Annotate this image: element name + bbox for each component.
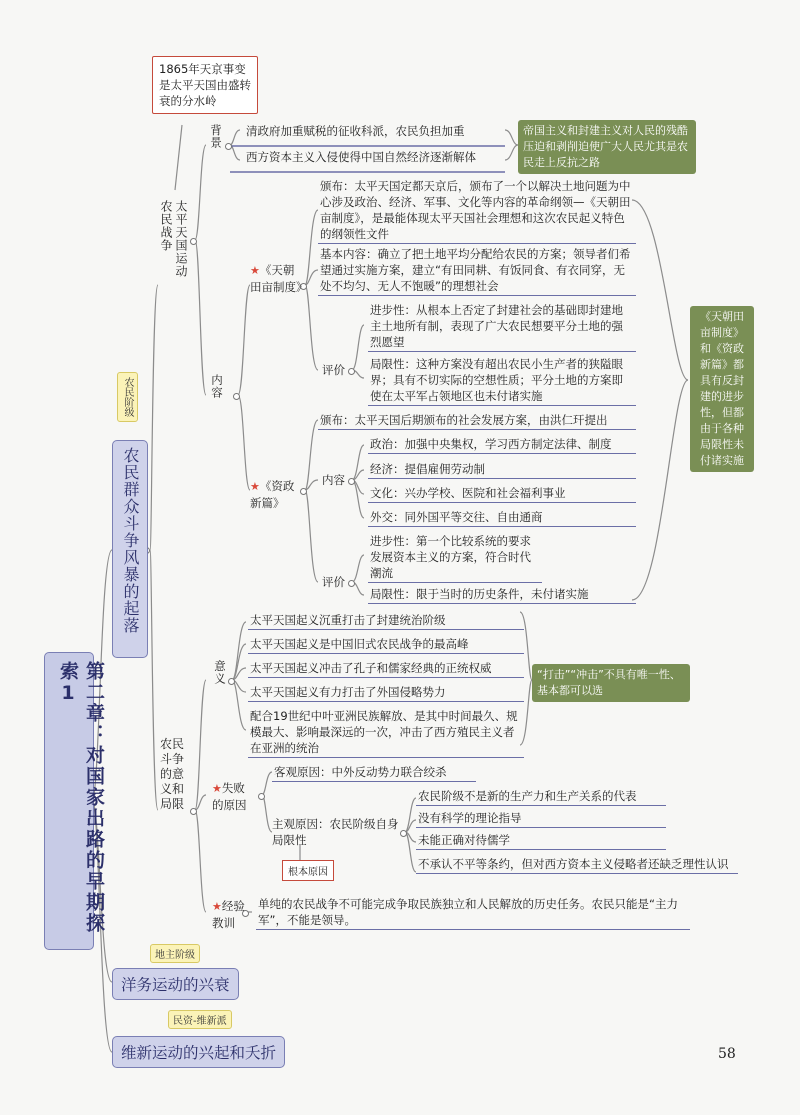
tianchao-eval-label: 评价 <box>322 363 345 377</box>
peasant-struggle-box[interactable] <box>112 440 148 658</box>
node-dot <box>228 678 235 685</box>
zizheng-culture: 文化：兴办学校、医院和社会福利事业 <box>368 485 636 503</box>
westernization-box[interactable]: 洋务运动的兴衰 <box>112 968 239 1000</box>
significance-section-label: 农民斗争的意义和局限 <box>160 737 185 811</box>
node-dot <box>258 793 265 800</box>
zizheng-eval-label: 评价 <box>322 575 345 589</box>
zizheng-progressive: 进步性：第一个比较系统的要求发展资本主义的方案，符合时代潮流 <box>368 533 542 583</box>
background-label: 背景 <box>209 124 223 149</box>
taiping-war-label: 太平天国运动农民战争 <box>159 200 188 278</box>
significance-note: “打击”“冲击”不具有唯一性、基本都可以选 <box>532 664 690 702</box>
significance-item-3: 太平天国起义冲击了孔子和儒家经典的正统权威 <box>248 660 524 678</box>
tianchao-progressive: 进步性：从根本上否定了封建社会的基础即封建地主土地所有制，表现了广大农民想要平分土地的强烈愿望 <box>368 302 636 352</box>
lesson-text: 单纯的农民战争不可能完成争取民族独立和人民解放的历史任务。农民只能是“主力军”，不能是领导。 <box>256 896 690 930</box>
background-note: 帝国主义和封建主义对人民的残酷压迫和剥削迫使广大人民尤其是农民走上反抗之路 <box>518 120 696 174</box>
landlord-class-tag: 地主阶级 <box>150 944 200 963</box>
significance-item-4: 太平天国起义有力打击了外国侵略势力 <box>248 684 524 702</box>
tianjing-incident-note: 1865年天京事变是太平天国由盛转衰的分水岭 <box>152 56 258 114</box>
tianchao-basic-content: 基本内容：确立了把土地平均分配给农民的方案；领导者们希望通过实施方案，建立“有田同耕、有饭同食、有衣同穿，无处不均匀、无人不饱暖”的理想社会 <box>318 246 636 296</box>
node-dot <box>348 368 355 375</box>
node-dot <box>348 478 355 485</box>
node-dot <box>190 238 197 245</box>
node-dot <box>233 393 240 400</box>
peasant-class-tag: 农民阶级 <box>117 372 138 422</box>
node-dot <box>190 808 197 815</box>
zizheng-economy: 经济：提倡雇佣劳动制 <box>368 461 636 479</box>
reform-faction-tag: 民资-维新派 <box>168 1010 232 1029</box>
star-icon: ★ <box>212 782 222 795</box>
reform-box[interactable]: 维新运动的兴起和夭折 <box>112 1036 285 1068</box>
zizheng-politics: 政治：加强中央集权，学习西方制定法律、制度 <box>368 436 636 454</box>
zizheng-content-label: 内容 <box>322 473 345 487</box>
failure-objective: 客观原因：中外反动势力联合绞杀 <box>272 764 476 782</box>
node-dot <box>400 830 407 837</box>
background-item-1: 清政府加重赋税的征收科派，农民负担加重 <box>246 124 465 138</box>
node-dot <box>348 580 355 587</box>
star-icon: ★ <box>250 480 260 493</box>
failure-item-3: 未能正确对待儒学 <box>416 832 666 850</box>
zizheng-limitation: 局限性：限于当时的历史条件，未付诸实施 <box>368 586 636 604</box>
page-number: 58 <box>718 1046 736 1062</box>
content-label: 内容 <box>210 374 224 399</box>
failure-item-1: 农民阶级不是新的生产力和生产关系的代表 <box>416 788 666 806</box>
lesson-label: ★经验教训 <box>212 899 245 930</box>
root-cause-tag: 根本原因 <box>282 860 334 881</box>
failure-subjective: 主观原因：农民阶级自身局限性 <box>272 817 399 847</box>
zizheng-issue: 颁布：太平天国后期颁布的社会发展方案，由洪仁玕提出 <box>318 412 636 430</box>
failure-reason-label: ★失败的原因 <box>212 781 247 812</box>
significance-label: 意义 <box>213 660 227 685</box>
chapter-title-box <box>44 652 105 950</box>
significance-item-5: 配合19世纪中叶亚洲民族解放、是其中时间最久、规模最大、影响最深远的一次，冲击了西方殖民主义者在亚洲的统治 <box>248 708 524 758</box>
failure-item-2: 没有科学的理论指导 <box>416 810 666 828</box>
tianchao-issue: 颁布：太平天国定都天京后，颁布了一个以解决土地问题为中心涉及政治、经济、军事、文化等内容的革命纲领—《天朝田亩制度》，是最能体现太平天国社会理想和这次农民起义特色的纲领性文件 <box>318 178 636 244</box>
node-dot <box>225 143 232 150</box>
significance-item-1: 太平天国起义沉重打击了封建统治阶级 <box>248 612 524 630</box>
chapter-title: 第二章：对国家出路的早期探索1 <box>57 661 105 934</box>
tianchao-label: ★《天朝田亩制度》 <box>250 263 308 294</box>
star-icon: ★ <box>250 264 260 277</box>
both-documents-note: 《天朝田亩制度》和《资政新篇》都具有反封建的进步性，但都由于各种局限性未付诸实施 <box>690 306 754 472</box>
tianchao-limitation: 局限性：这种方案没有超出农民小生产者的狭隘眼界；具有不切实际的空想性质；平分土地的方案即使在太平军占领地区也未付诸实施 <box>368 356 636 406</box>
zizheng-label: ★《资政新篇》 <box>250 479 295 510</box>
star-icon: ★ <box>212 900 222 913</box>
background-item-2: 西方资本主义入侵使得中国自然经济逐渐解体 <box>246 150 476 164</box>
peasant-struggle-title: 农民群众斗争风暴的起落 <box>121 447 140 634</box>
failure-item-4: 不承认不平等条约，但对西方资本主义侵略者还缺乏理性认识 <box>416 856 738 874</box>
zizheng-diplomacy: 外交：同外国平等交往、自由通商 <box>368 509 636 527</box>
significance-item-2: 太平天国起义是中国旧式农民战争的最高峰 <box>248 636 524 654</box>
